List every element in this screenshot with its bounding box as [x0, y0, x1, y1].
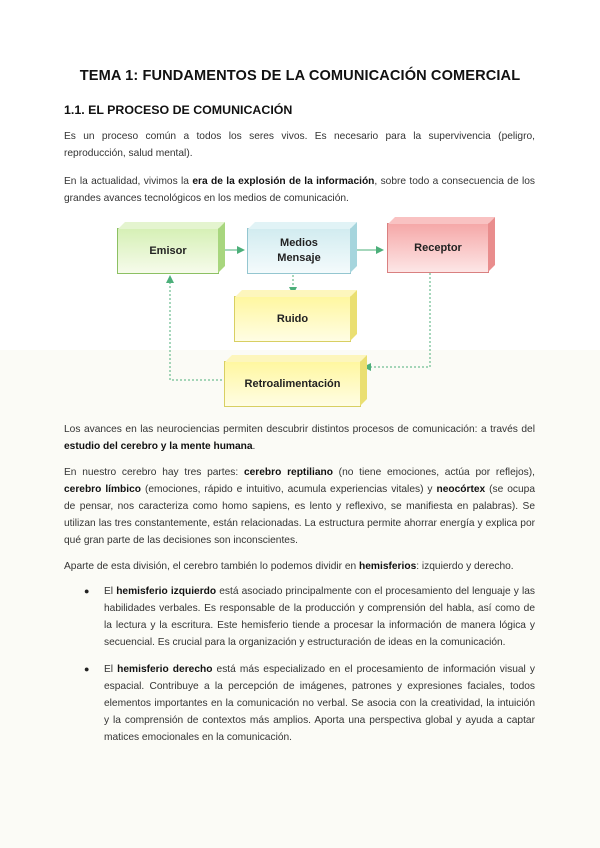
communication-process-diagram	[0, 0, 600, 420]
box-retroalimentacion	[224, 361, 361, 407]
paragraph-hemispheres: Aparte de esta división, el cerebro también lo podemos dividir en hemisferios: izquierdo y derecho.	[64, 561, 514, 572]
box-emisor-label: Emisor	[149, 244, 187, 257]
list-item-left-hemisphere: ● El hemisferio izquierdo está asociado principalmente con el procesamiento del lenguaje y las habilidades verbales. Es responsable de la producción y comprensión del habla, así como de la lectura y la escritura. Este hemisferio tiende a procesar la información de manera lógica y secuencial. Es crucial para la organización y estructuración de ideas en la comunicación.	[84, 586, 535, 648]
arrow-retro-to-emisor	[170, 276, 222, 380]
box-ruido	[234, 296, 351, 342]
paragraph-information-era: En la actualidad, vivimos la era de la explosión de la información, sobre todo a consecuencia de los grandes avances tecnológicos en los medios de comunicación.	[64, 176, 535, 204]
box-ruido-label: Ruido	[276, 312, 309, 325]
list-item-right-hemisphere: ● El hemisferio derecho está más especializado en el procesamiento de información visual y espacial. Contribuye a la percepción de imágenes, patrones y expresiones faciales, todos elementos importantes en la comunicación no verbal. Se asocia con la creatividad, la intuición y la comprensión de contextos más amplios. Aporta una perspectiva global y ayuda a captar matices emocionales en la comunicación.	[84, 664, 535, 743]
paragraph-brain-parts: En nuestro cerebro hay tres partes: cerebro reptiliano (no tiene emociones, actúa por reflejos), cerebro límbico (emociones, rápido e intuitivo, acumula experiencias vitales) y neocórtex (se ocupa de pensar, nos caracteriza como homo sapiens, es lento y reflexivo, se manifiesta en palabras). Se utilizan las tres constantemente, están relacionadas. La estructura permite ahorrar energía y explica por qué gran parte de las decisiones son inconscientes.	[64, 467, 535, 546]
box-receptor	[387, 223, 489, 273]
box-medios-mensaje	[247, 228, 351, 274]
bullet-icon: ●	[84, 664, 90, 674]
paragraph-intro: Es un proceso común a todos los seres vivos. Es necesario para la supervivencia (peligro, reproducción, salud mental).	[64, 131, 535, 159]
arrow-receptor-to-retro	[364, 273, 430, 367]
section-title: 1.1. EL PROCESO DE COMUNICACIÓN	[64, 103, 293, 117]
box-medios-label: Medios Mensaje	[277, 237, 321, 264]
box-receptor-label: Receptor	[414, 241, 462, 254]
paragraph-neuroscience: Los avances en las neurociencias permiten descubrir distintos procesos de comunicación: a través del estudio del cerebro y la mente humana.	[64, 424, 535, 452]
box-retro-label: Retroalimentación	[244, 377, 341, 390]
box-emisor	[117, 228, 219, 274]
bullet-icon: ●	[84, 586, 90, 596]
page-title: TEMA 1: FUNDAMENTOS DE LA COMUNICACIÓN COMERCIAL	[79, 68, 521, 84]
